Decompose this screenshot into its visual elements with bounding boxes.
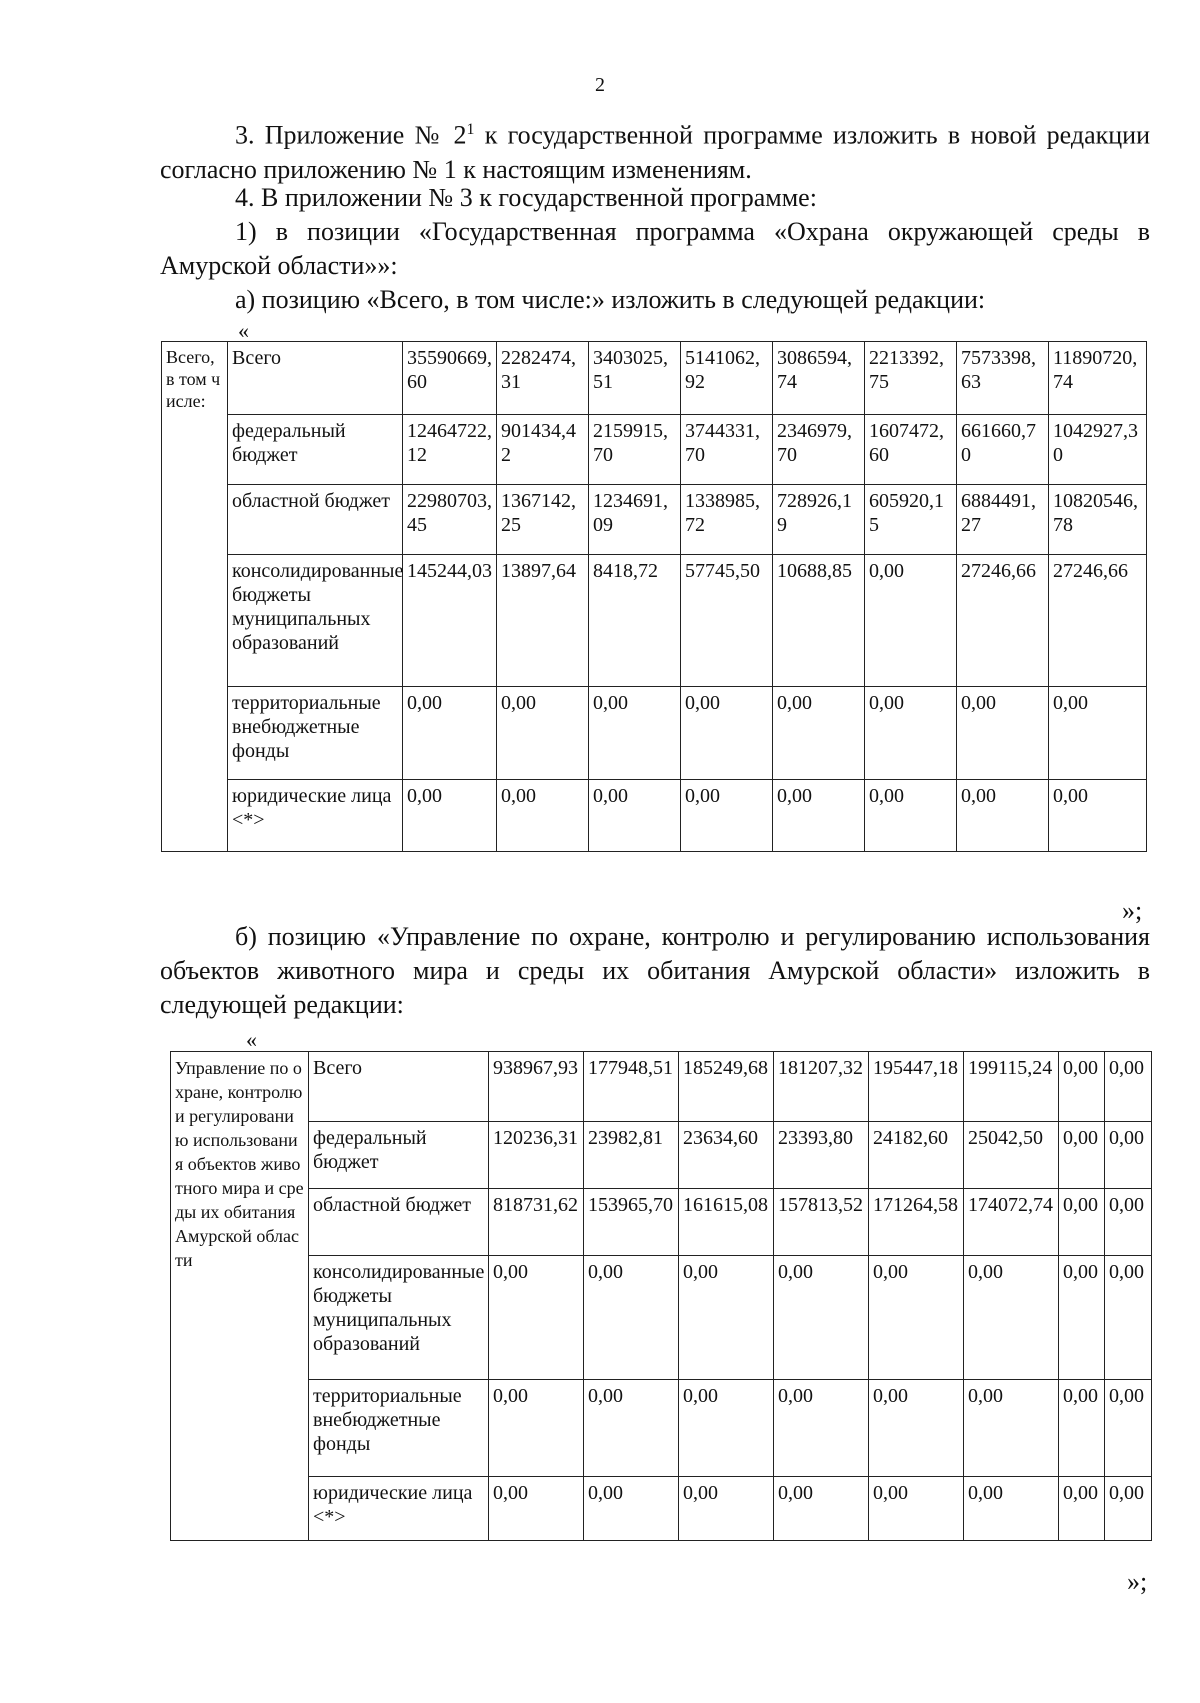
amount-cell: 22980703,45 bbox=[403, 485, 497, 555]
closing-quote-b: »; bbox=[1127, 1567, 1148, 1596]
amount-cell: 57745,50 bbox=[681, 555, 773, 687]
amount-cell: 728926,19 bbox=[773, 485, 865, 555]
funding-source-cell: Всего bbox=[228, 342, 403, 415]
budget-table-wildlife-department bbox=[170, 1051, 1152, 1541]
amount-cell: 1234691,09 bbox=[589, 485, 681, 555]
amount-cell: 25042,50 bbox=[964, 1122, 1059, 1189]
amount-cell: 0,00 bbox=[957, 687, 1049, 780]
amount-cell: 0,00 bbox=[589, 780, 681, 852]
amount-cell: 0,00 bbox=[1105, 1122, 1152, 1189]
amount-cell: 0,00 bbox=[1049, 687, 1147, 780]
table-row bbox=[171, 1122, 1152, 1189]
amount-cell: 2159915,70 bbox=[589, 415, 681, 485]
amount-cell: 23982,81 bbox=[584, 1122, 679, 1189]
amount-cell: 3086594,74 bbox=[773, 342, 865, 415]
table-row bbox=[162, 780, 1147, 852]
amount-cell: 0,00 bbox=[774, 1477, 869, 1541]
amount-cell: 0,00 bbox=[774, 1256, 869, 1380]
funding-source-cell: территориальные внебюджетные фонды bbox=[309, 1380, 489, 1477]
amount-cell: 157813,52 bbox=[774, 1189, 869, 1256]
amount-cell: 171264,58 bbox=[869, 1189, 964, 1256]
amount-cell: 5141062,92 bbox=[681, 342, 773, 415]
owner-cell: Управление по охране, контролю и регулированию использования объектов животного мира и среды их обитания Амурской области bbox=[171, 1052, 309, 1541]
amount-cell: 0,00 bbox=[1059, 1380, 1105, 1477]
amount-cell: 0,00 bbox=[489, 1477, 584, 1541]
amount-cell: 11890720,74 bbox=[1049, 342, 1147, 415]
paragraph-4: 4. В приложении № 3 к государственной программе: bbox=[235, 183, 817, 212]
amount-cell: 0,00 bbox=[1105, 1189, 1152, 1256]
amount-cell: 0,00 bbox=[1105, 1052, 1152, 1122]
amount-cell: 0,00 bbox=[584, 1380, 679, 1477]
amount-cell: 901434,42 bbox=[497, 415, 589, 485]
table-row bbox=[162, 342, 1147, 415]
amount-cell: 0,00 bbox=[1059, 1477, 1105, 1541]
paragraph-3-rest: к государственной программе изложить в новой редакции согласно приложению № 1 к настоящим изменениям. bbox=[160, 120, 1151, 184]
amount-cell: 0,00 bbox=[774, 1380, 869, 1477]
amount-cell: 0,00 bbox=[679, 1477, 774, 1541]
amount-cell: 2346979,70 bbox=[773, 415, 865, 485]
amount-cell: 818731,62 bbox=[489, 1189, 584, 1256]
table-row bbox=[171, 1256, 1152, 1380]
funding-source-cell: консолидированные бюджеты муниципальных образований bbox=[228, 555, 403, 687]
amount-cell: 0,00 bbox=[681, 780, 773, 852]
amount-cell: 174072,74 bbox=[964, 1189, 1059, 1256]
table-row bbox=[162, 415, 1147, 485]
amount-cell: 3403025,51 bbox=[589, 342, 681, 415]
amount-cell: 661660,70 bbox=[957, 415, 1049, 485]
amount-cell: 35590669,60 bbox=[403, 342, 497, 415]
amount-cell: 0,00 bbox=[403, 780, 497, 852]
amount-cell: 0,00 bbox=[869, 1477, 964, 1541]
amount-cell: 0,00 bbox=[489, 1256, 584, 1380]
amount-cell: 0,00 bbox=[869, 1380, 964, 1477]
closing-quote-a: »; bbox=[1122, 896, 1143, 925]
paragraph-4-1-a: а) позицию «Всего, в том числе:» изложить в следующей редакции: bbox=[235, 285, 986, 314]
funding-source-cell: областной бюджет bbox=[228, 485, 403, 555]
paragraph-3 bbox=[160, 113, 1150, 187]
amount-cell: 0,00 bbox=[1049, 780, 1147, 852]
amount-cell: 0,00 bbox=[489, 1380, 584, 1477]
opening-quote-b: « bbox=[246, 1027, 257, 1052]
amount-cell: 0,00 bbox=[869, 1256, 964, 1380]
amount-cell: 0,00 bbox=[584, 1477, 679, 1541]
funding-source-cell: территориальные внебюджетные фонды bbox=[228, 687, 403, 780]
table-row bbox=[171, 1189, 1152, 1256]
amount-cell: 1607472,60 bbox=[865, 415, 957, 485]
amount-cell: 24182,60 bbox=[869, 1122, 964, 1189]
amount-cell: 0,00 bbox=[1059, 1256, 1105, 1380]
funding-source-cell: юридические лица <*> bbox=[309, 1477, 489, 1541]
amount-cell: 23393,80 bbox=[774, 1122, 869, 1189]
amount-cell: 0,00 bbox=[957, 780, 1049, 852]
paragraph-4-1-b: б) позицию «Управление по охране, контролю и регулированию использования объектов животного мира и среды их обитания Амурской области» изложить в следующей редакции: bbox=[160, 922, 1150, 1019]
amount-cell: 0,00 bbox=[1105, 1256, 1152, 1380]
amount-cell: 10688,85 bbox=[773, 555, 865, 687]
amount-cell: 2282474,31 bbox=[497, 342, 589, 415]
funding-source-cell: федеральный бюджет bbox=[309, 1122, 489, 1189]
table-row bbox=[162, 485, 1147, 555]
amount-cell: 199115,24 bbox=[964, 1052, 1059, 1122]
amount-cell: 605920,15 bbox=[865, 485, 957, 555]
amount-cell: 23634,60 bbox=[679, 1122, 774, 1189]
page-number: 2 bbox=[595, 74, 605, 96]
amount-cell: 0,00 bbox=[773, 687, 865, 780]
amount-cell: 0,00 bbox=[584, 1256, 679, 1380]
amount-cell: 195447,18 bbox=[869, 1052, 964, 1122]
amount-cell: 0,00 bbox=[964, 1477, 1059, 1541]
amount-cell: 0,00 bbox=[1105, 1380, 1152, 1477]
amount-cell: 0,00 bbox=[679, 1380, 774, 1477]
amount-cell: 27246,66 bbox=[957, 555, 1049, 687]
amount-cell: 181207,32 bbox=[774, 1052, 869, 1122]
funding-source-cell: областной бюджет bbox=[309, 1189, 489, 1256]
amount-cell: 0,00 bbox=[497, 780, 589, 852]
amount-cell: 0,00 bbox=[964, 1256, 1059, 1380]
amount-cell: 153965,70 bbox=[584, 1189, 679, 1256]
table-row bbox=[171, 1052, 1152, 1122]
amount-cell: 0,00 bbox=[1059, 1052, 1105, 1122]
amount-cell: 0,00 bbox=[865, 555, 957, 687]
table-row bbox=[162, 555, 1147, 687]
paragraph-3-text: 3. Приложение № 2 bbox=[235, 120, 467, 150]
amount-cell: 1042927,30 bbox=[1049, 415, 1147, 485]
amount-cell: 0,00 bbox=[1059, 1122, 1105, 1189]
table-row bbox=[171, 1380, 1152, 1477]
amount-cell: 0,00 bbox=[1059, 1189, 1105, 1256]
paragraph-4-1: 1) в позиции «Государственная программа «Охрана окружающей среды в Амурской области»»: bbox=[160, 217, 1150, 280]
amount-cell: 8418,72 bbox=[589, 555, 681, 687]
amount-cell: 27246,66 bbox=[1049, 555, 1147, 687]
amount-cell: 938967,93 bbox=[489, 1052, 584, 1122]
table-row bbox=[162, 687, 1147, 780]
amount-cell: 0,00 bbox=[681, 687, 773, 780]
amount-cell: 177948,51 bbox=[584, 1052, 679, 1122]
amount-cell: 3744331,70 bbox=[681, 415, 773, 485]
amount-cell: 145244,03 bbox=[403, 555, 497, 687]
amount-cell: 2213392,75 bbox=[865, 342, 957, 415]
paragraph-3-superscript: 1 bbox=[466, 121, 475, 138]
amount-cell: 0,00 bbox=[865, 687, 957, 780]
amount-cell: 10820546,78 bbox=[1049, 485, 1147, 555]
amount-cell: 0,00 bbox=[403, 687, 497, 780]
amount-cell: 12464722,12 bbox=[403, 415, 497, 485]
amount-cell: 0,00 bbox=[1105, 1477, 1152, 1541]
funding-source-cell: Всего bbox=[309, 1052, 489, 1122]
amount-cell: 0,00 bbox=[773, 780, 865, 852]
table-row bbox=[171, 1477, 1152, 1541]
amount-cell: 120236,31 bbox=[489, 1122, 584, 1189]
owner-cell: Всего, в том числе: bbox=[162, 342, 228, 852]
amount-cell: 0,00 bbox=[865, 780, 957, 852]
amount-cell: 161615,08 bbox=[679, 1189, 774, 1256]
amount-cell: 0,00 bbox=[964, 1380, 1059, 1477]
budget-table-total bbox=[161, 341, 1147, 852]
opening-quote-a: « bbox=[238, 318, 249, 343]
funding-source-cell: консолидированные бюджеты муниципальных образований bbox=[309, 1256, 489, 1380]
amount-cell: 185249,68 bbox=[679, 1052, 774, 1122]
amount-cell: 6884491,27 bbox=[957, 485, 1049, 555]
funding-source-cell: федеральный бюджет bbox=[228, 415, 403, 485]
amount-cell: 0,00 bbox=[679, 1256, 774, 1380]
amount-cell: 0,00 bbox=[497, 687, 589, 780]
amount-cell: 13897,64 bbox=[497, 555, 589, 687]
amount-cell: 0,00 bbox=[589, 687, 681, 780]
amount-cell: 1338985,72 bbox=[681, 485, 773, 555]
amount-cell: 7573398,63 bbox=[957, 342, 1049, 415]
amount-cell: 1367142,25 bbox=[497, 485, 589, 555]
funding-source-cell: юридические лица <*> bbox=[228, 780, 403, 852]
